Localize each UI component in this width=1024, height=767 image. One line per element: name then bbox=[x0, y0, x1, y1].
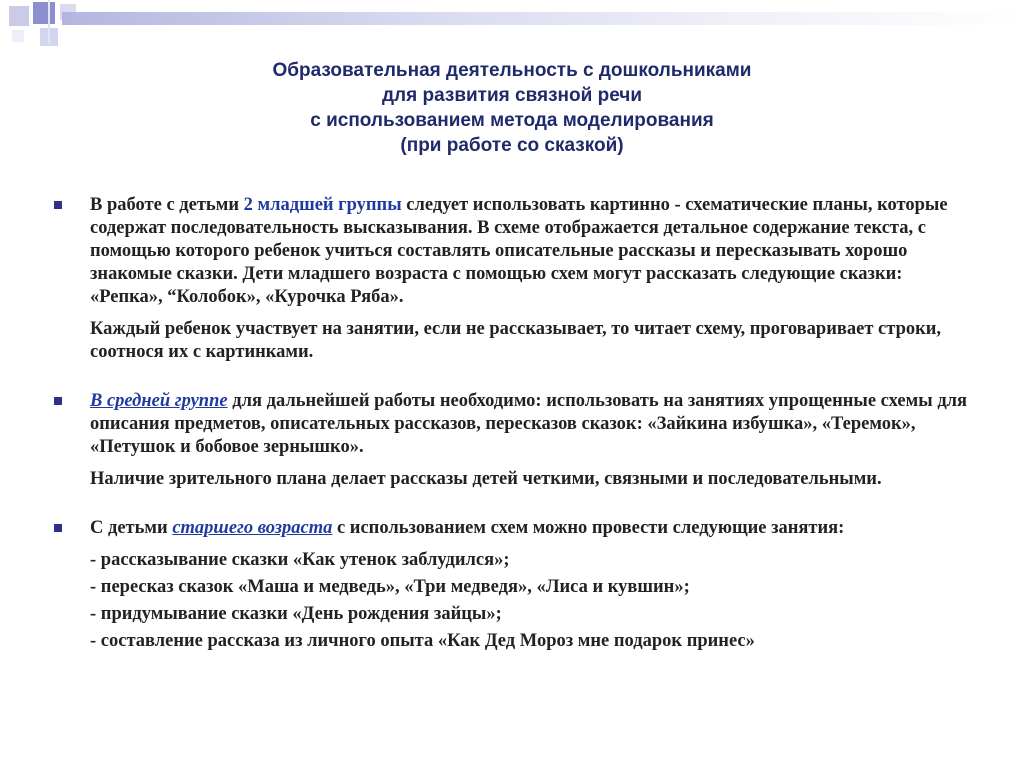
list-item: - составление рассказа из личного опыта «Как Дед Мороз мне подарок принес» bbox=[90, 631, 755, 651]
highlight-text: 2 младшей группы bbox=[243, 195, 402, 215]
section-senior-group bbox=[52, 517, 972, 653]
paragraph bbox=[90, 517, 972, 540]
square-bullet-icon bbox=[54, 524, 62, 532]
title-line: (при работе со сказкой) bbox=[400, 135, 624, 156]
list-item: - пересказ сказок «Маша и медведь», «Три медведя», «Лиса и кувшин»; bbox=[90, 577, 690, 597]
text-run: для дальнейшей работы необходимо: использовать на занятиях упрощенные схемы для описания предметов, описательных рассказов, пересказов сказок: «Зайкина избушка», «Теремок», «Петушок и бобовое зернышко». bbox=[90, 391, 968, 457]
highlight-text: старшего возраста bbox=[172, 518, 333, 538]
text-run: следует использовать картинно - схематические планы, которые содержат последовательность высказывания. В схеме отображается детальное содержание текста, с помощью которого ребенок учиться составлять описательные рассказы и пересказывать хорошо знакомые сказки. Дети младшего возраста с помощью схем могут рассказать следующие сказки: «Репка», “Колобок», «Курочка Ряба». bbox=[90, 195, 948, 307]
text-run: С детьми bbox=[90, 518, 173, 538]
title-line: с использованием метода моделирования bbox=[310, 110, 714, 131]
list-item: - рассказывание сказки «Как утенок заблудился»; bbox=[90, 550, 510, 570]
slide-body bbox=[52, 194, 972, 679]
title-line: Образовательная деятельность с дошкольниками bbox=[272, 60, 752, 81]
title-line: для развития связной речи bbox=[381, 85, 643, 106]
text-run: В работе с детьми bbox=[90, 195, 244, 215]
paragraph bbox=[90, 390, 972, 459]
slide-title bbox=[60, 58, 964, 158]
highlight-text: В средней группе bbox=[90, 391, 228, 411]
square-bullet-icon bbox=[54, 397, 62, 405]
section-middle-group bbox=[52, 390, 972, 491]
decor-vertical-line bbox=[48, 0, 50, 44]
text-run: с использованием схем можно провести следующие занятия: bbox=[332, 518, 845, 538]
decor-square-1 bbox=[9, 6, 29, 26]
square-bullet-icon bbox=[54, 201, 62, 209]
list-item: - придумывание сказки «День рождения зайцы»; bbox=[90, 604, 502, 624]
paragraph: Каждый ребенок участвует на занятии, если не рассказывает, то читает схему, проговаривает строки, соотнося их с картинками. bbox=[90, 319, 942, 362]
paragraph: Наличие зрительного плана делает рассказы детей четкими, связными и последовательными. bbox=[90, 469, 882, 489]
decor-square-2 bbox=[33, 2, 55, 24]
decor-top-bar bbox=[62, 12, 1024, 25]
paragraph bbox=[90, 194, 972, 309]
section-junior-group bbox=[52, 194, 972, 364]
decor-square-5 bbox=[12, 30, 24, 42]
